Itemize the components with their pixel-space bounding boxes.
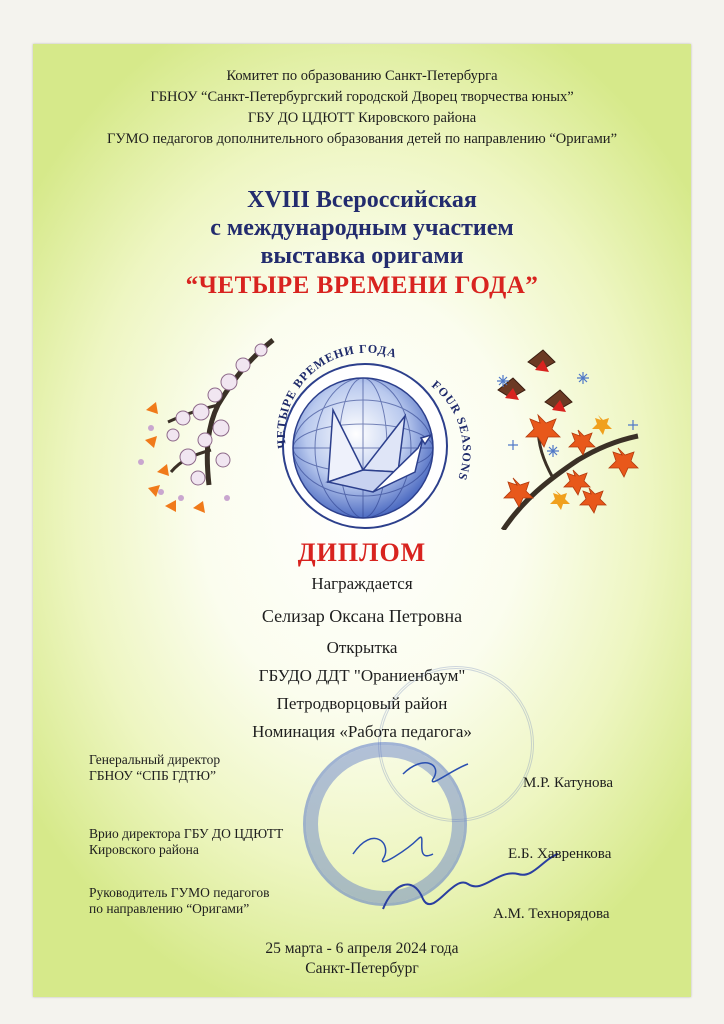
signatory-2-role: [89, 826, 283, 858]
awarded-label: Награждается: [311, 574, 413, 593]
title-line-1: XVIII Всероссийская: [247, 187, 477, 213]
signatory-1-name: М.Р. Катунова: [523, 775, 614, 791]
title-line-3: выставка оригами: [260, 243, 464, 269]
signatory-3-role-line-2: по направлению “Оригами”: [89, 901, 250, 916]
work-title: Открытка: [326, 638, 398, 657]
issuer-header: [33, 66, 691, 150]
blossom-branch-icon: [138, 340, 273, 513]
title-line-2: с международным участием: [210, 215, 514, 241]
issuer-line-2: ГБНОУ “Санкт-Петербургский городской Дворец творчества юных”: [150, 89, 574, 105]
issuer-line-3: ГБУ ДО ЦДЮТТ Кировского района: [247, 110, 477, 126]
autumn-branch-icon: [497, 350, 638, 530]
signature-khavrenkova-icon: [353, 837, 433, 862]
recipient-district: Петродворцовый район: [276, 694, 448, 713]
signatory-2-role-line-1: Врио директора ГБУ ДО ЦДЮТТ: [89, 826, 284, 841]
exhibition-name: “ЧЕТЫРЕ ВРЕМЕНИ ГОДА”: [185, 272, 539, 299]
signatory-1-role-line-2: ГБНОУ “СПБ ГДТЮ”: [89, 768, 217, 783]
logo-text-en: FOUR SEASONS: [429, 377, 475, 483]
nomination: Номинация «Работа педагога»: [252, 722, 472, 741]
signatory-1-role-line-1: Генеральный директор: [89, 752, 221, 767]
signatory-3-role-line-1: Руководитель ГУМО педагогов: [89, 885, 270, 900]
event-footer: [33, 939, 691, 979]
signatory-2-name: Е.Б. Хавренкова: [508, 846, 612, 862]
logo-text-ru: ЧЕТЫРЕ ВРЕМЕНИ ГОДА: [273, 341, 400, 450]
issuer-line-4: ГУМО педагогов дополнительного образования детей по направлению “Оригами”: [106, 131, 618, 147]
exhibition-title: [33, 186, 691, 270]
signatory-3-role: [89, 885, 269, 917]
recipient-name: Селизар Оксана Петровна: [261, 606, 463, 626]
signatory-1-role: [89, 752, 220, 784]
issuer-line-1: Комитет по образованию Санкт-Петербурга: [226, 68, 498, 84]
signatory-3-name: А.М. Технорядова: [493, 906, 610, 922]
event-dates: 25 марта - 6 апреля 2024 года: [265, 940, 459, 957]
origami-birds-icon: [498, 350, 572, 412]
exhibition-logo: [274, 342, 474, 528]
exhibition-artwork: [33, 320, 691, 530]
signature-katunova-icon: [403, 763, 468, 782]
event-city: Санкт-Петербург: [305, 960, 419, 977]
recipient-organization: ГБУДО ДДТ "Ораниенбаум": [258, 666, 466, 685]
diploma-heading: ДИПЛОМ: [297, 538, 427, 567]
award-block: [33, 536, 691, 746]
signature-marks: [333, 734, 583, 934]
diploma-sheet: [33, 44, 691, 997]
signatory-2-role-line-2: Кировского района: [89, 842, 199, 857]
